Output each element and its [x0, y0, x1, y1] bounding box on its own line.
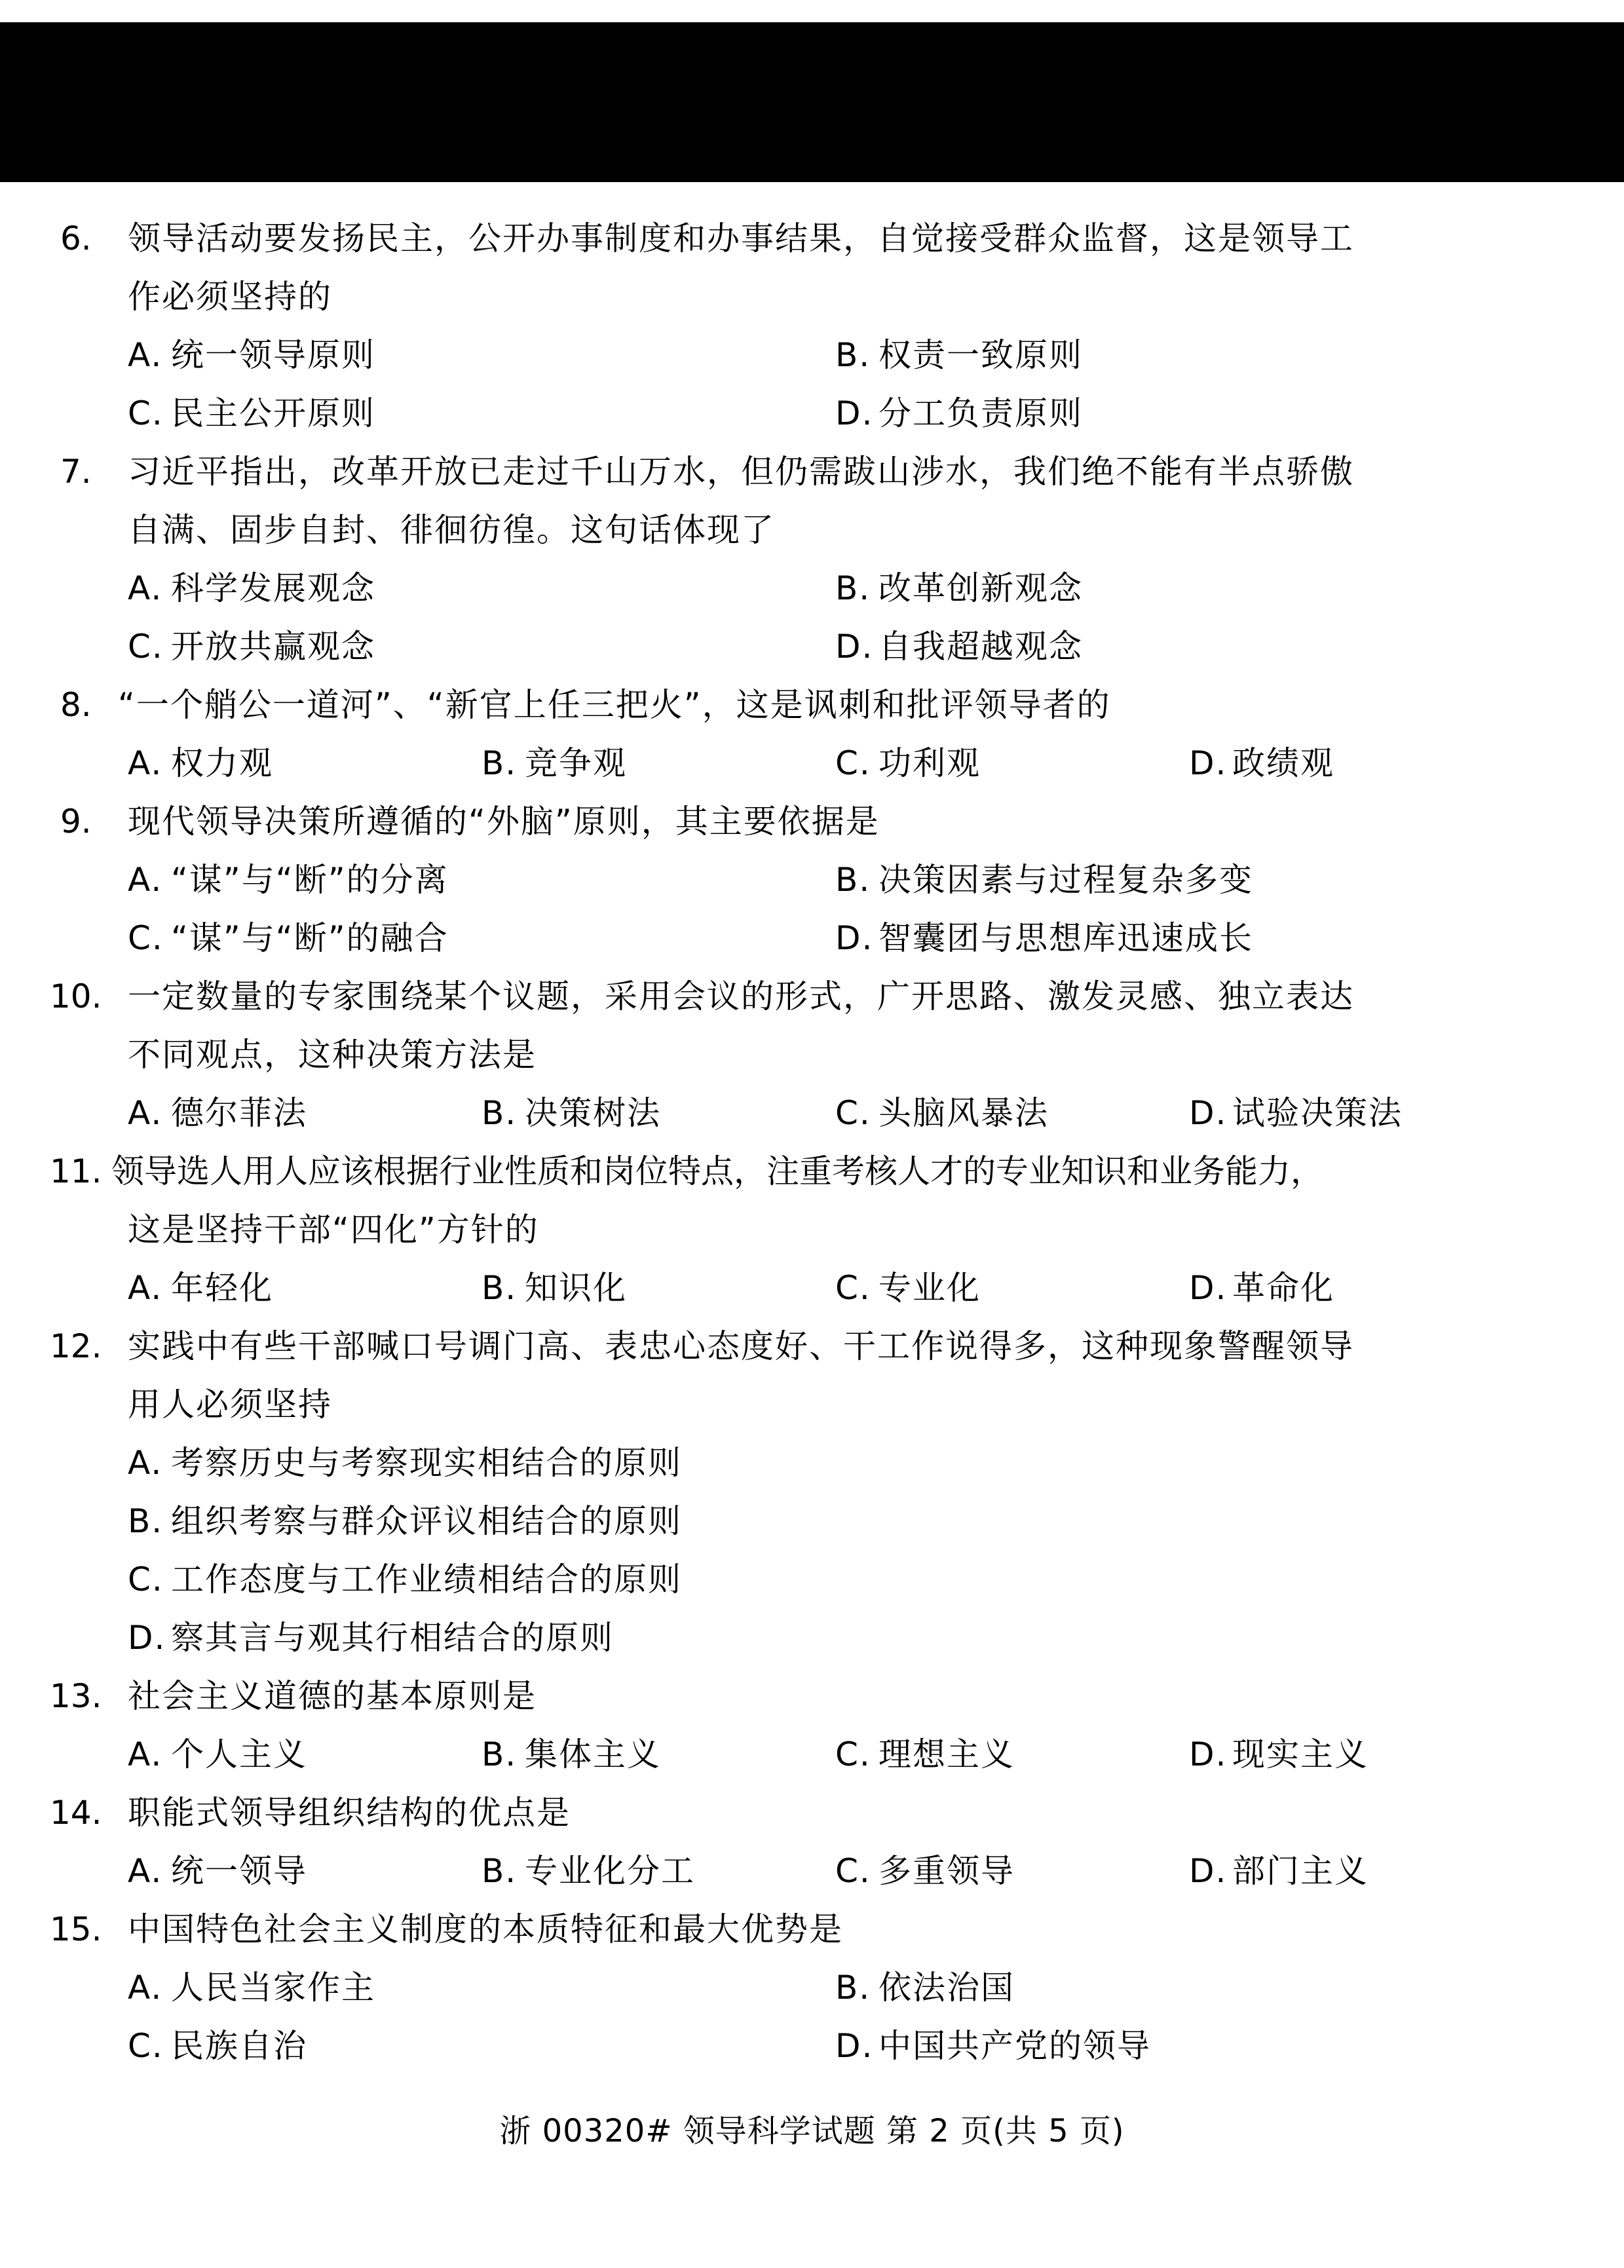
option-c: C. 民主公开原则 [128, 394, 375, 432]
question-text: 社会主义道德的基本原则是 [128, 1677, 537, 1715]
option-a: A. 科学发展观念 [128, 569, 375, 607]
question-number: 13. [50, 1677, 102, 1715]
question-text: 不同观点，这种决策方法是 [128, 1036, 537, 1074]
question-text: 现代领导决策所遵循的“外脑”原则，其主要依据是 [128, 803, 880, 841]
option-c: C. 理想主义 [835, 1735, 1015, 1773]
option-c: C. 功利观 [835, 744, 981, 782]
page-footer: 浙 00320# 领导科学试题 第 2 页(共 5 页) [499, 2113, 1125, 2149]
question-13-line-1 [0, 1667, 1624, 1726]
question-11-line-1 [0, 1143, 1624, 1201]
option-a: A. 德尔菲法 [128, 1094, 307, 1132]
option-c: C. 工作态度与工作业绩相结合的原则 [128, 1560, 682, 1598]
question-text: 自满、固步自封、徘徊彷徨。这句话体现了 [128, 511, 775, 549]
option-b: B. 决策因素与过程复杂多变 [835, 861, 1253, 899]
option-c: C. “谋”与“断”的融合 [128, 919, 449, 957]
question-number: 8. [60, 686, 92, 724]
option-a: A. 个人主义 [128, 1735, 307, 1773]
question-text: 实践中有些干部喊口号调门高、表忠心态度好、干工作说得多，这种现象警醒领导 [128, 1327, 1354, 1365]
question-text: 用人必须坚持 [128, 1386, 332, 1424]
option-c: C. 头脑风暴法 [835, 1094, 1049, 1132]
question-text: 作必须坚持的 [128, 278, 332, 316]
question-10-line-2 [0, 1026, 1624, 1084]
question-text: 领导活动要发扬民主，公开办事制度和办事结果，自觉接受群众监督，这是领导工 [128, 219, 1354, 257]
option-b: B. 竞争观 [482, 744, 627, 782]
option-b: B. 决策树法 [482, 1094, 661, 1132]
question-text: 习近平指出，改革开放已走过千山万水，但仍需跋山涉水，我们绝不能有半点骄傲 [128, 453, 1354, 491]
question-7-options-row-1 [0, 559, 1624, 618]
option-c: C. 开放共赢观念 [128, 628, 375, 666]
question-number: 14. [50, 1794, 102, 1832]
question-7-line-2 [0, 501, 1624, 559]
question-number: 9. [60, 803, 92, 841]
question-11-line-2 [0, 1201, 1624, 1259]
option-d: D. 中国共产党的领导 [835, 2027, 1151, 2065]
question-9-line-1 [0, 793, 1624, 851]
question-8-line-1 [0, 676, 1624, 734]
question-number: 6. [60, 219, 92, 257]
option-c: C. 专业化 [835, 1269, 981, 1307]
question-text: 这是坚持干部“四化”方针的 [128, 1211, 539, 1249]
option-a: A. 年轻化 [128, 1269, 273, 1307]
question-number: 7. [60, 453, 92, 491]
option-d: D. 现实主义 [1189, 1735, 1369, 1773]
option-b: B. 依法治国 [835, 1969, 1015, 2007]
question-7-options-row-2 [0, 618, 1624, 676]
option-a: A. 统一领导 [128, 1852, 307, 1890]
option-a: A. 统一领导原则 [128, 336, 375, 374]
option-b: B. 集体主义 [482, 1735, 661, 1773]
question-number: 15. [50, 1910, 102, 1948]
question-text: “一个艄公一道河”、“新官上任三把火”，这是讽刺和批评领导者的 [118, 686, 1111, 724]
question-12-option-d [0, 1609, 1624, 1667]
question-14-line-1 [0, 1784, 1624, 1842]
question-15-line-1 [0, 1900, 1624, 1959]
option-d: D. 自我超越观念 [835, 628, 1083, 666]
question-8-options [0, 734, 1624, 793]
question-14-options [0, 1842, 1624, 1900]
question-list [0, 210, 1624, 2075]
option-b: B. 组织考察与群众评议相结合的原则 [128, 1502, 682, 1540]
question-15-options-row-2 [0, 2017, 1624, 2075]
question-13-options [0, 1726, 1624, 1784]
question-12-option-c [0, 1551, 1624, 1609]
option-a: A. 考察历史与考察现实相结合的原则 [128, 1444, 682, 1482]
question-12-line-2 [0, 1376, 1624, 1434]
option-d: D. 察其言与观其行相结合的原则 [128, 1619, 614, 1657]
option-d: D. 部门主义 [1189, 1852, 1369, 1890]
option-d: D. 分工负责原则 [835, 394, 1083, 432]
question-text: 一定数量的专家围绕某个议题，采用会议的形式，广开思路、激发灵感、独立表达 [128, 977, 1354, 1015]
question-9-options-row-2 [0, 909, 1624, 968]
question-12-option-b [0, 1492, 1624, 1551]
option-d: D. 革命化 [1189, 1269, 1334, 1307]
option-a: A. 人民当家作主 [128, 1969, 375, 2007]
option-d: D. 政绩观 [1189, 744, 1334, 782]
question-11-options [0, 1259, 1624, 1317]
option-a: A. 权力观 [128, 744, 273, 782]
question-number: 10. [50, 977, 102, 1015]
question-15-options-row-1 [0, 1959, 1624, 2017]
option-b: B. 专业化分工 [482, 1852, 695, 1890]
question-6-line-2 [0, 268, 1624, 326]
option-c: C. 民族自治 [128, 2027, 307, 2065]
question-10-options [0, 1084, 1624, 1143]
option-c: C. 多重领导 [835, 1852, 1015, 1890]
question-number: 12. [50, 1327, 102, 1365]
question-text: 职能式领导组织结构的优点是 [128, 1794, 571, 1832]
question-9-options-row-1 [0, 851, 1624, 909]
option-b: B. 权责一致原则 [835, 336, 1083, 374]
option-b: B. 知识化 [482, 1269, 627, 1307]
question-6-line-1 [0, 210, 1624, 268]
question-number: 11. [50, 1152, 102, 1190]
option-b: B. 改革创新观念 [835, 569, 1083, 607]
question-7-line-1 [0, 443, 1624, 501]
question-10-line-1 [0, 968, 1624, 1026]
option-a: A. “谋”与“断”的分离 [128, 861, 449, 899]
question-12-option-a [0, 1434, 1624, 1492]
question-text: 中国特色社会主义制度的本质特征和最大优势是 [128, 1910, 843, 1948]
question-6-options-row-1 [0, 326, 1624, 385]
question-text: 领导选人用人应该根据行业性质和岗位特点，注重考核人才的专业知识和业务能力， [111, 1152, 1323, 1190]
question-12-line-1 [0, 1317, 1624, 1376]
option-d: D. 试验决策法 [1189, 1094, 1403, 1132]
question-6-options-row-2 [0, 385, 1624, 443]
redaction-bar [0, 22, 1624, 182]
option-d: D. 智囊团与思想库迅速成长 [835, 919, 1253, 957]
